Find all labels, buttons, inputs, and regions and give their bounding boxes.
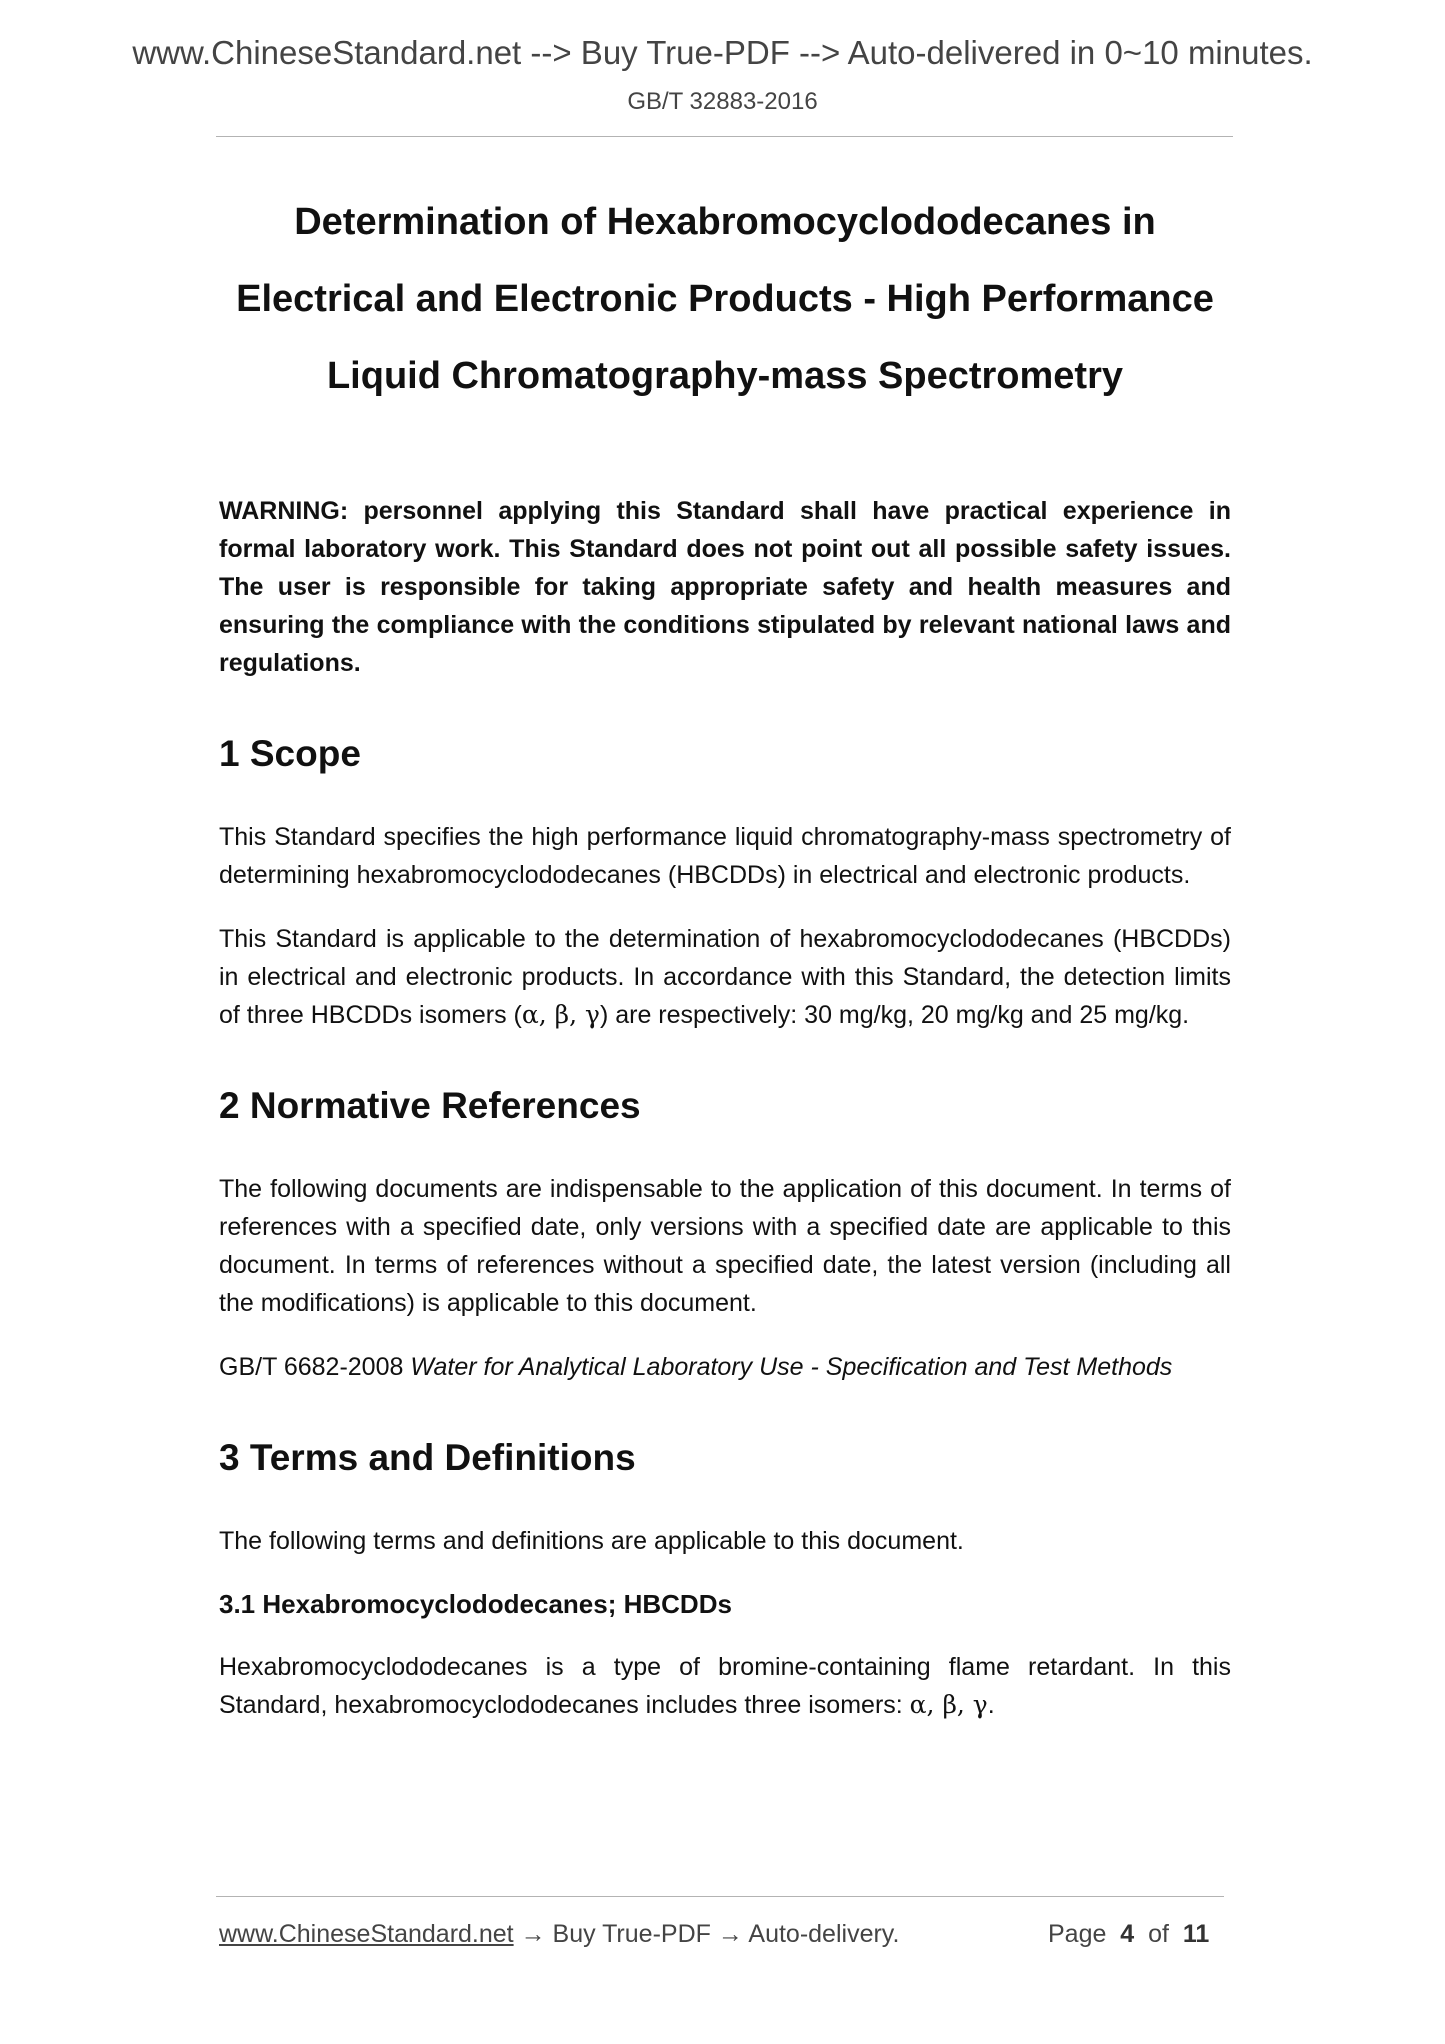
subsection-heading-hbcdds: 3.1 Hexabromocyclododecanes; HBCDDs: [219, 1589, 732, 1619]
footer-promo: [219, 1920, 899, 1949]
header-banner: www.ChineseStandard.net --> Buy True-PDF --> Auto-delivered in 0~10 minutes.: [132, 34, 1313, 71]
title-line-2: Electrical and Electronic Products - High Performance: [236, 278, 1214, 320]
title-line-1: Determination of Hexabromocyclododecanes in: [294, 201, 1156, 243]
scope-paragraph-2-text-a: This Standard is applicable to the determination of hexabromocyclododecanes (HBCDDs) in electrical and electronic products. In accordance with this Standard, the detection limits of three HBCDDs isomers (: [219, 925, 1231, 1029]
normative-paragraph: The following documents are indispensable to the application of this document. In terms of references with a specified date, only versions with a specified date are applicable to this document. In terms of references without a specified date, the latest version (including all the modifications) is applicable to this document.: [219, 1175, 1231, 1317]
page-indicator: [1048, 1920, 1209, 1949]
section-heading-normative-references: 2 Normative References: [219, 1085, 641, 1126]
scope-paragraph-2-text-b: ) are respectively: 30 mg/kg, 20 mg/kg and 25 mg/kg.: [599, 1001, 1190, 1029]
footer-site-link[interactable]: www.ChineseStandard.net: [219, 1920, 514, 1948]
section-heading-terms: 3 Terms and Definitions: [219, 1437, 636, 1478]
header-divider: [216, 136, 1233, 137]
title-line-3: Liquid Chromatography-mass Spectrometry: [326, 355, 1124, 397]
terms-paragraph: The following terms and definitions are applicable to this document.: [219, 1527, 964, 1555]
header-doc-number: GB/T 32883-2016: [627, 88, 818, 115]
page-total: 11: [1182, 1920, 1210, 1948]
warning-paragraph: WARNING: personnel applying this Standard shall have practical experience in formal laboratory work. This Standard does not point out all possible safety issues. The user is responsible for taking appropriate safety and health measures and ensuring the compliance with the conditions stipulated by relevant national laws and regulations.: [219, 497, 1231, 677]
reference-entry: [219, 1348, 1231, 1386]
hbcdds-definition: [219, 1648, 1231, 1724]
hbcdds-definition-text-b: .: [987, 1691, 995, 1719]
footer-divider: [216, 1896, 1224, 1897]
footer-promo-text: → Buy True-PDF → Auto-delivery.: [513, 1920, 900, 1948]
reference-title: Water for Analytical Laboratory Use - Specification and Test Methods: [410, 1353, 1173, 1381]
page-label: Page: [1048, 1920, 1107, 1948]
document-title: [219, 184, 1231, 415]
hbcdds-definition-text-a: Hexabromocyclododecanes is a type of bromine-containing flame retardant. In this Standard, hexabromocyclododecanes includes three isomers:: [219, 1653, 1231, 1719]
scope-paragraph-1: This Standard specifies the high performance liquid chromatography-mass spectrometry of determining hexabromocyclododecanes (HBCDDs) in electrical and electronic products.: [219, 823, 1231, 889]
reference-code: GB/T 6682-2008: [219, 1353, 404, 1381]
greek-isomers: α, β, γ: [521, 1000, 600, 1029]
document-body: [219, 184, 1231, 1724]
page-of-label: of: [1148, 1920, 1169, 1948]
page-number: 4: [1120, 1920, 1135, 1948]
scope-paragraph-2: [219, 920, 1231, 1034]
section-heading-scope: 1 Scope: [219, 733, 361, 774]
greek-isomers-definition: α, β, γ: [909, 1690, 988, 1719]
